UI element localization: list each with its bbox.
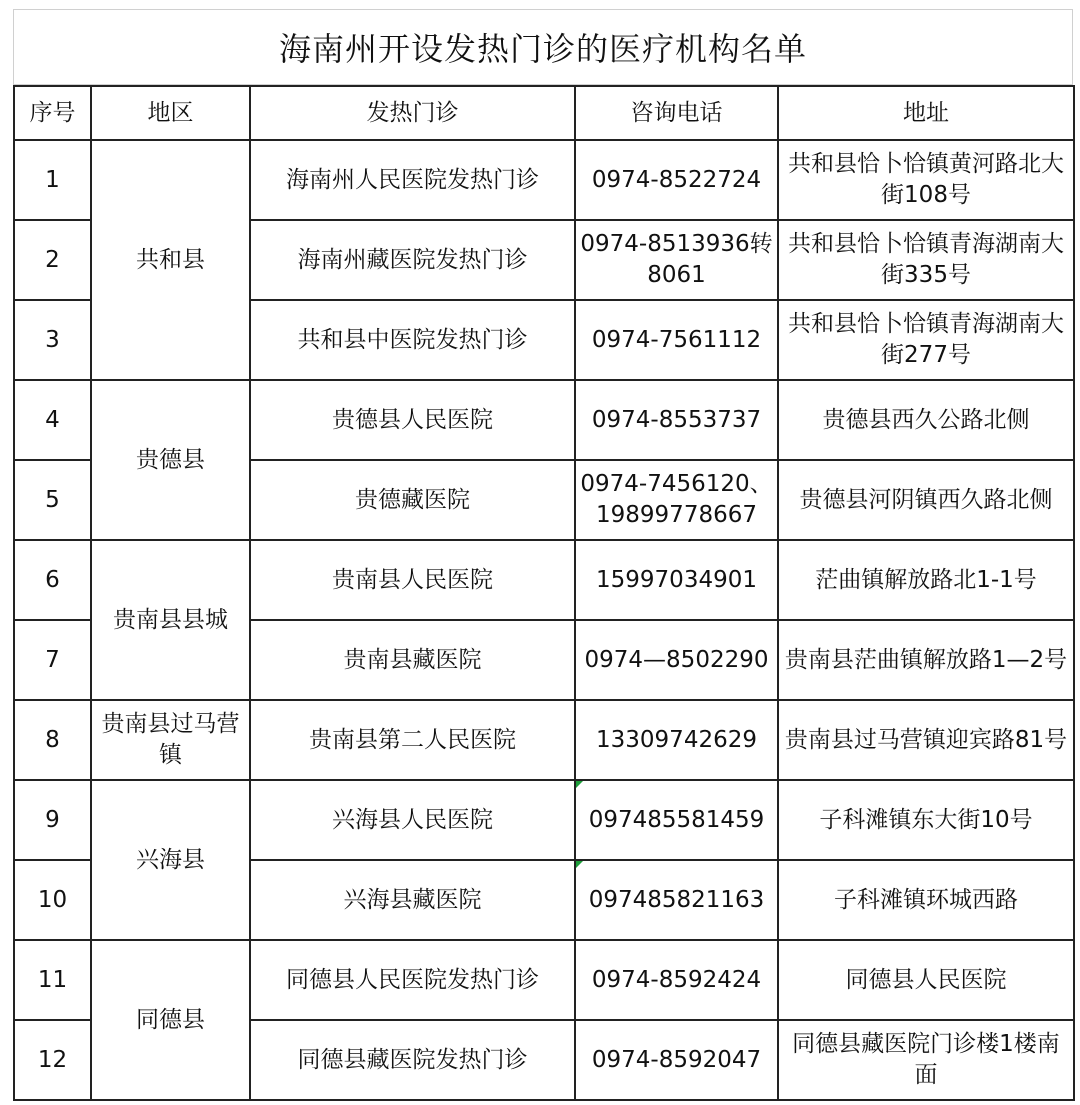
cell-comment-flag-icon — [576, 781, 583, 788]
clinic-cell: 兴海县人民医院 — [250, 780, 575, 860]
address-cell: 贵德县西久公路北侧 — [778, 380, 1074, 460]
region-cell: 贵南县县城 — [91, 540, 250, 700]
phone-text: 097485581459 — [588, 806, 765, 833]
seq-cell: 3 — [14, 300, 91, 380]
cell-comment-flag-icon — [576, 861, 583, 868]
header-seq: 序号 — [14, 86, 91, 140]
seq-cell: 6 — [14, 540, 91, 620]
header-address: 地址 — [778, 86, 1074, 140]
seq-cell: 11 — [14, 940, 91, 1020]
table-row — [14, 780, 1074, 860]
clinic-cell: 同德县人民医院发热门诊 — [250, 940, 575, 1020]
header-clinic: 发热门诊 — [250, 86, 575, 140]
phone-cell: 0974-8513936转8061 — [575, 220, 778, 300]
table-row — [14, 140, 1074, 220]
clinic-cell: 贵南县第二人民医院 — [250, 700, 575, 780]
seq-cell: 1 — [14, 140, 91, 220]
phone-cell: 0974-7456120、19899778667 — [575, 460, 778, 540]
region-cell: 同德县 — [91, 940, 250, 1100]
region-cell: 贵南县过马营镇 — [91, 700, 250, 780]
seq-cell: 10 — [14, 860, 91, 940]
seq-cell: 2 — [14, 220, 91, 300]
spreadsheet-frame — [13, 9, 1073, 1093]
address-cell: 共和县恰卜恰镇青海湖南大街335号 — [778, 220, 1074, 300]
address-cell: 共和县恰卜恰镇黄河路北大街108号 — [778, 140, 1074, 220]
phone-text: 097485821163 — [588, 886, 765, 913]
phone-cell: 0974-7561112 — [575, 300, 778, 380]
phone-cell — [575, 780, 778, 860]
clinic-cell: 同德县藏医院发热门诊 — [250, 1020, 575, 1100]
table-row — [14, 540, 1074, 620]
clinic-cell: 贵南县藏医院 — [250, 620, 575, 700]
clinic-cell: 贵南县人民医院 — [250, 540, 575, 620]
phone-cell: 15997034901 — [575, 540, 778, 620]
page-title: 海南州开设发热门诊的医疗机构名单 — [13, 9, 1073, 85]
clinic-table — [13, 85, 1075, 1101]
seq-cell: 5 — [14, 460, 91, 540]
address-cell: 贵德县河阴镇西久路北侧 — [778, 460, 1074, 540]
phone-cell: 13309742629 — [575, 700, 778, 780]
clinic-cell: 贵德县人民医院 — [250, 380, 575, 460]
clinic-cell: 贵德藏医院 — [250, 460, 575, 540]
address-cell: 同德县藏医院门诊楼1楼南面 — [778, 1020, 1074, 1100]
phone-cell — [575, 860, 778, 940]
address-cell: 贵南县茫曲镇解放路1—2号 — [778, 620, 1074, 700]
region-cell: 贵德县 — [91, 380, 250, 540]
clinic-cell: 海南州人民医院发热门诊 — [250, 140, 575, 220]
seq-cell: 7 — [14, 620, 91, 700]
table-row — [14, 700, 1074, 780]
region-cell: 共和县 — [91, 140, 250, 380]
phone-cell: 0974-8553737 — [575, 380, 778, 460]
clinic-cell: 兴海县藏医院 — [250, 860, 575, 940]
seq-cell: 9 — [14, 780, 91, 860]
phone-cell: 0974—8502290 — [575, 620, 778, 700]
phone-cell: 0974-8592047 — [575, 1020, 778, 1100]
address-cell: 共和县恰卜恰镇青海湖南大街277号 — [778, 300, 1074, 380]
region-cell: 兴海县 — [91, 780, 250, 940]
clinic-cell: 海南州藏医院发热门诊 — [250, 220, 575, 300]
clinic-cell: 共和县中医院发热门诊 — [250, 300, 575, 380]
address-cell: 同德县人民医院 — [778, 940, 1074, 1020]
table-row — [14, 380, 1074, 460]
table-row — [14, 940, 1074, 1020]
header-phone: 咨询电话 — [575, 86, 778, 140]
seq-cell: 8 — [14, 700, 91, 780]
seq-cell: 4 — [14, 380, 91, 460]
header-region: 地区 — [91, 86, 250, 140]
phone-cell: 0974-8522724 — [575, 140, 778, 220]
header-row — [14, 86, 1074, 140]
seq-cell: 12 — [14, 1020, 91, 1100]
address-cell: 子科滩镇环城西路 — [778, 860, 1074, 940]
address-cell: 子科滩镇东大街10号 — [778, 780, 1074, 860]
address-cell: 贵南县过马营镇迎宾路81号 — [778, 700, 1074, 780]
phone-cell: 0974-8592424 — [575, 940, 778, 1020]
address-cell: 茫曲镇解放路北1-1号 — [778, 540, 1074, 620]
